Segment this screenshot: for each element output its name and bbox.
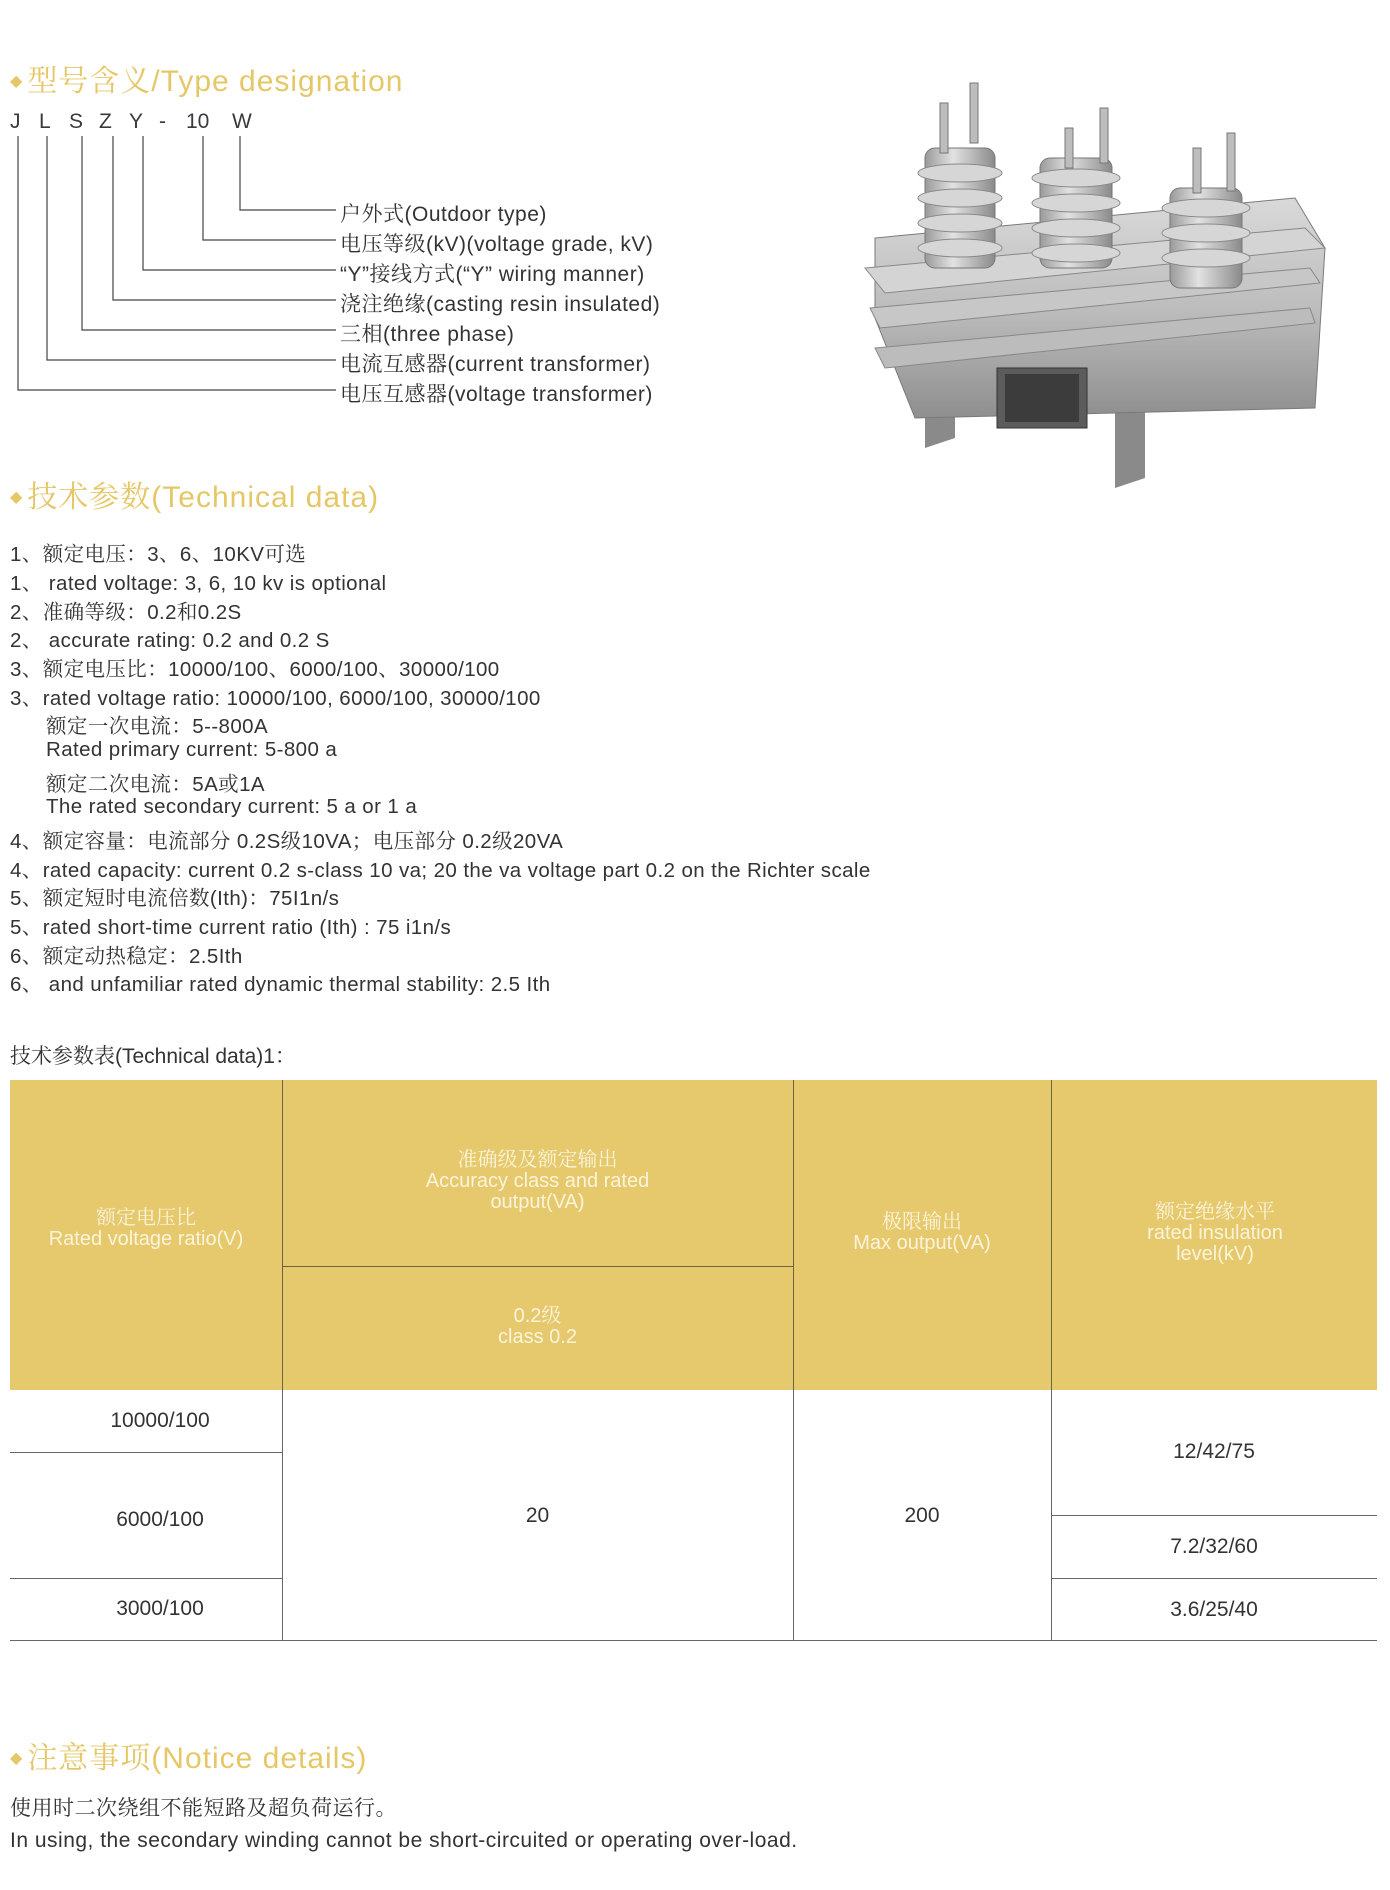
tech-line: 3、rated voltage ratio: 10000/100, 6000/100, 30000/100 [10, 687, 541, 710]
tech-line: 3、额定电压比：10000/100、6000/100、30000/100 [10, 658, 500, 681]
code-letter: 10 [186, 110, 210, 133]
tech-line: 5、额定短时电流倍数(Ith)：75I1n/s [10, 887, 340, 910]
meaning-voltage-grade: 电压等级(kV)(voltage grade, kV) [340, 233, 654, 256]
tech-line: 额定二次电流：5A或1A [46, 773, 265, 796]
meaning-three-phase: 三相(three phase) [340, 323, 515, 346]
tech-line: 2、准确等级：0.2和0.2S [10, 601, 242, 624]
meaning-outdoor: 户外式(Outdoor type) [340, 203, 547, 226]
header-max-output: 极限输出 Max output(VA) [853, 1211, 991, 1254]
header-insulation: 额定绝缘水平 rated insulation level(kV) [1147, 1201, 1283, 1265]
row-divider [10, 1578, 282, 1579]
tech-line: 额定一次电流：5--800A [46, 715, 269, 738]
tech-line: Rated primary current: 5-800 a [46, 738, 338, 761]
header-accuracy: 准确级及额定输出 Accuracy class and rated output(VA) [425, 1149, 650, 1213]
table-bottom-border [10, 1640, 1377, 1641]
row-divider [10, 1452, 282, 1453]
transformer-product-image [855, 78, 1345, 498]
code-letter: L [39, 110, 51, 133]
row-divider [1051, 1515, 1377, 1516]
max-output-cell: 200 [904, 1504, 940, 1527]
tech-line: 2、 accurate rating: 0.2 and 0.2 S [10, 629, 330, 652]
insulation-cell: 12/42/75 [1173, 1440, 1255, 1463]
notice-title: ◆ 注意事项(Notice details) [10, 1742, 368, 1775]
meaning-voltage-transformer: 电压互感器(voltage transformer) [340, 383, 653, 406]
header-ratio: 额定电压比 Rated voltage ratio(V) [48, 1207, 244, 1250]
ratio-cell: 10000/100 [110, 1409, 210, 1432]
insulation-cell: 3.6/25/40 [1170, 1598, 1258, 1621]
designation-connector-lines [0, 0, 360, 400]
table-caption: 技术参数表(Technical data)1： [10, 1045, 296, 1068]
tech-line: The rated secondary current: 5 a or 1 a [46, 795, 418, 818]
code-letter: Z [99, 110, 112, 133]
insulation-cell: 7.2/32/60 [1170, 1535, 1258, 1558]
tech-line: 1、 rated voltage: 3, 6, 10 kv is optional [10, 572, 387, 595]
meaning-casting: 浇注绝缘(casting resin insulated) [340, 293, 661, 316]
header-divider [282, 1266, 793, 1267]
code-letter: J [10, 110, 21, 133]
header-column-divider [1051, 1080, 1052, 1390]
class-output-cell: 20 [525, 1504, 550, 1527]
tech-line: 4、rated capacity: current 0.2 s-class 10 va; 20 the va voltage part 0.2 on the Richter scale [10, 859, 871, 882]
notice-line-en: In using, the secondary winding cannot be short-circuited or operating over-load. [10, 1829, 798, 1852]
header-class: 0.2级 class 0.2 [498, 1305, 577, 1348]
code-letter: Y [129, 110, 144, 133]
code-letter: W [232, 110, 252, 133]
tech-line: 1、额定电压：3、6、10KV可选 [10, 543, 307, 566]
code-letter: - [159, 110, 166, 133]
tech-line: 6、额定动热稳定：2.5Ith [10, 945, 243, 968]
tech-line: 4、额定容量：电流部分 0.2S级10VA；电压部分 0.2级20VA [10, 830, 564, 853]
notice-line-cn: 使用时二次绕组不能短路及超负荷运行。 [10, 1797, 397, 1820]
meaning-wiring: “Y”接线方式(“Y” wiring manner) [340, 263, 645, 286]
tech-line: 6、 and unfamiliar rated dynamic thermal stability: 2.5 Ith [10, 973, 551, 996]
technical-data-title: ◆ 技术参数(Technical data) [10, 481, 380, 514]
ratio-cell: 6000/100 [116, 1508, 204, 1531]
type-designation-title: ◆ 型号含义/Type designation [10, 65, 404, 98]
code-letter: S [69, 110, 84, 133]
meaning-current-transformer: 电流互感器(current transformer) [340, 353, 651, 376]
ratio-cell: 3000/100 [116, 1597, 204, 1620]
tech-line: 5、rated short-time current ratio (Ith) : 75 i1n/s [10, 916, 452, 939]
row-divider [1051, 1578, 1377, 1579]
